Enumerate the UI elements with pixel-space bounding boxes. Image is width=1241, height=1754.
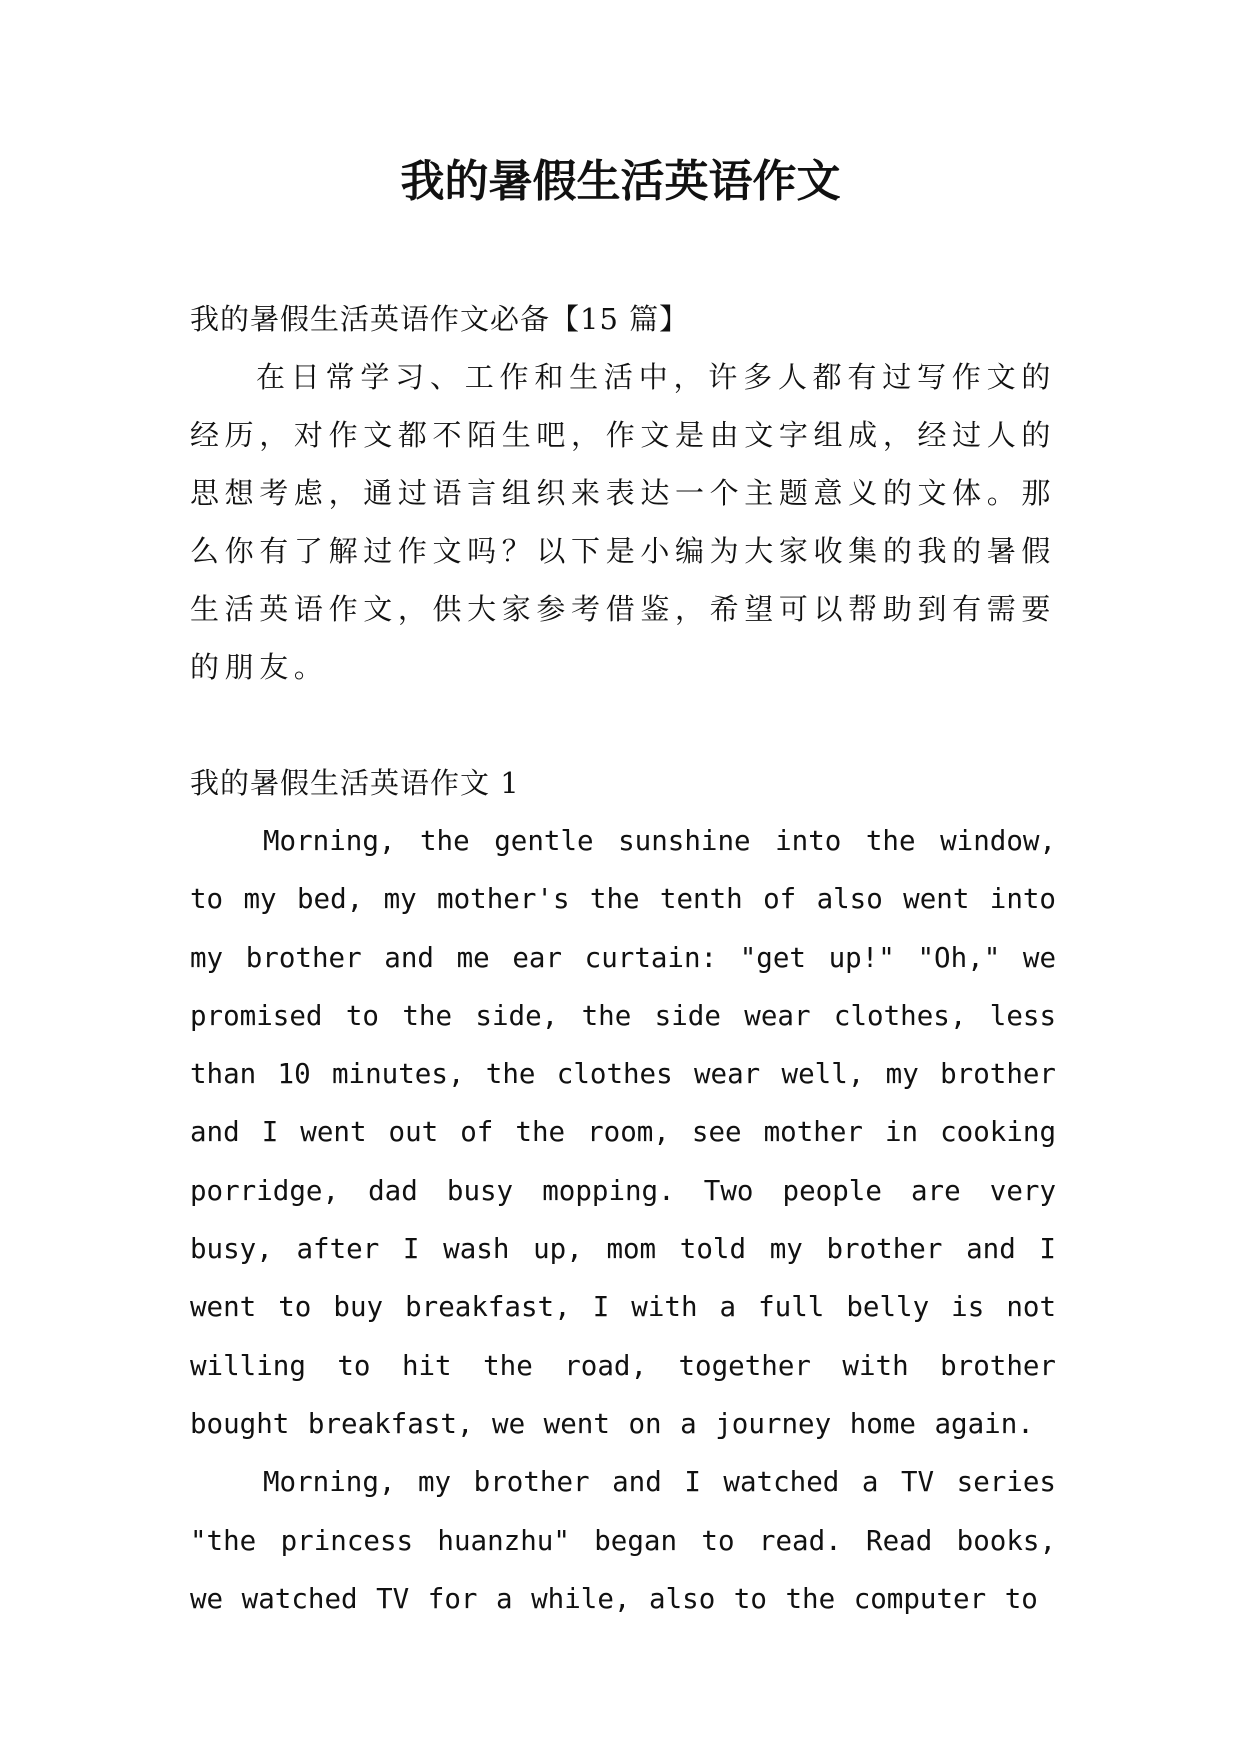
document-subtitle: 我的暑假生活英语作文必备【15 篇】: [190, 302, 690, 336]
section-heading: 我的暑假生活英语作文 1: [190, 766, 520, 800]
document-body: [190, 290, 1056, 1628]
document-title: 我的暑假生活英语作文: [400, 156, 841, 207]
essay-paragraph-2: Morning, my brother and I watched a TV series "the princess huanzhu" began to read. Read books, we watched TV for a while, also to the computer to: [190, 1466, 1056, 1615]
essay-section-1: [190, 754, 1056, 1628]
intro-paragraph: 在日常学习、工作和生活中，许多人都有过写作文的经历，对作文都不陌生吧，作文是由文字组成，经过人的思想考虑，通过语言组织来表达一个主题意义的文体。那么你有了解过作文吗？以下是小编为大家收集的我的暑假生活英语作文，供大家参考借鉴，希望可以帮助到有需要的朋友。: [190, 360, 1056, 684]
essay-paragraph-1: Morning, the gentle sunshine into the window, to my bed, my mother's the tenth of also went into my brother and me ear curtain: "get up!" "Oh," we promised to the side, the side wear clothes, less than 10 minutes, the clothes wear well, my brother and I went out of the room, see mother in cooking porridge, dad busy mopping. Two people are very busy, after I wash up, mom told my brother and I went to buy breakfast, I with a full belly is not willing to hit the road, together with brother bought breakfast, we went on a journey home again.: [190, 825, 1056, 1440]
